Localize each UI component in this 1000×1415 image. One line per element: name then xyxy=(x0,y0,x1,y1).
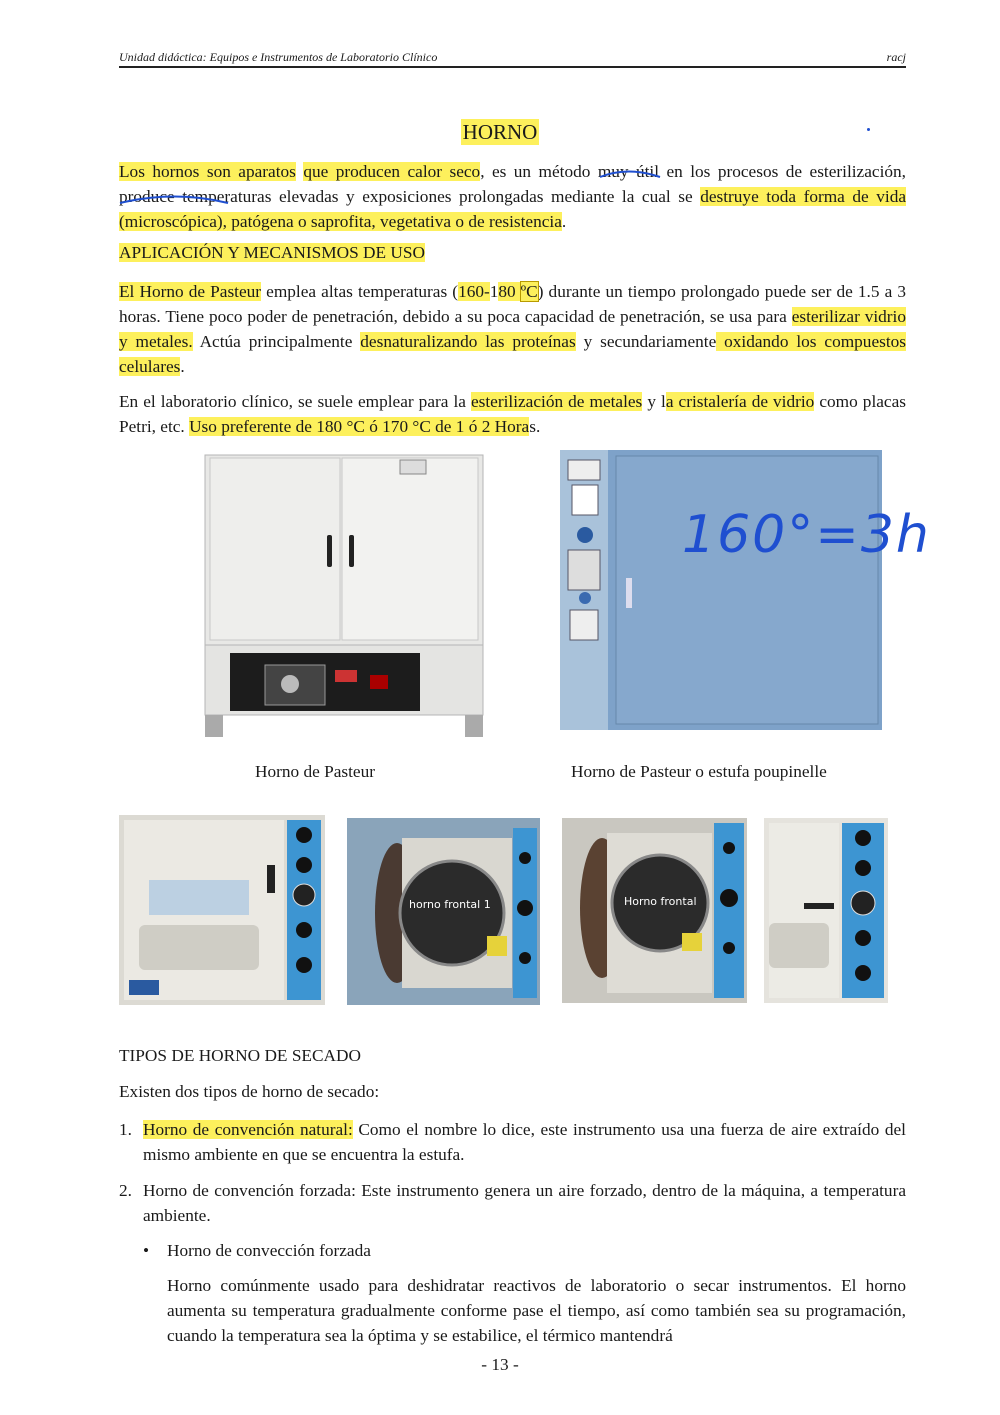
photo-autoclave-open-2 xyxy=(562,818,747,1003)
photo-label-horno-frontal-1: horno frontal 1 xyxy=(409,898,491,911)
lab-hl-2: a cristalería de vidrio xyxy=(665,392,815,411)
lab-paragraph xyxy=(119,389,906,439)
pasteur-paragraph xyxy=(119,279,906,379)
photo-autoclave-open-1 xyxy=(347,818,540,1005)
pasteur-hl-4: ºC xyxy=(520,282,538,301)
pasteur-hl-1: El Horno de Pasteur xyxy=(119,282,262,301)
bullet-title: Horno de convección forzada xyxy=(167,1241,371,1260)
header-title: Unidad didáctica: Equipos e Instrumentos de Laboratorio Clínico xyxy=(119,50,438,64)
pasteur-text-11: y secundariamente xyxy=(575,332,717,351)
caption-estufa-poupinelle: Horno de Pasteur o estufa poupinelle xyxy=(571,762,827,781)
intro-text-8: , produce temperaturas elevadas y exposiciones prolongadas mediante la cual se xyxy=(119,162,906,206)
list-number: 2. xyxy=(119,1181,132,1200)
handwritten-note: 160°=3h xyxy=(682,505,931,565)
lab-text-5: como placas Petri, etc. xyxy=(119,392,906,436)
pasteur-text-9: Actúa principalmente xyxy=(192,332,361,351)
list-item xyxy=(119,1178,906,1228)
page-number: - 13 - xyxy=(481,1355,519,1374)
photo-autoclave-closed-1 xyxy=(119,815,325,1005)
caption-horno-pasteur: Horno de Pasteur xyxy=(255,762,375,781)
header-author: racj xyxy=(886,50,906,64)
intro-underlined-metodo: método xyxy=(538,162,591,181)
list-item-text: Horno de convención forzada: Este instrumento genera un aire forzado, dentro de la máquina, a temperatura ambiente. xyxy=(143,1181,906,1225)
bullet-symbol: • xyxy=(143,1241,150,1260)
list-number: 1. xyxy=(119,1120,132,1139)
intro-text-4: , es un xyxy=(480,162,539,181)
intro-text-10: . xyxy=(561,212,567,231)
list-item-highlight: Horno de convención natural: xyxy=(143,1120,353,1139)
photo-label-horno-frontal: Horno frontal xyxy=(624,895,697,908)
pasteur-text-2: emplea altas temperaturas ( xyxy=(261,282,459,301)
heading-tipos: TIPOS DE HORNO DE SECADO xyxy=(119,1046,361,1065)
heading-aplicacion: APLICACIÓN Y MECANISMOS DE USO xyxy=(119,243,425,262)
lab-text-1: En el laboratorio clínico, se suele emplear para la xyxy=(119,392,471,411)
photo-autoclave-closed-2 xyxy=(764,818,888,1003)
intro-hl-1: Los hornos son aparatos xyxy=(119,162,296,181)
pasteur-hl-2: 160- xyxy=(458,282,490,301)
photo-estufa-poupinelle xyxy=(560,450,931,730)
section-title: HORNO xyxy=(462,120,538,144)
bullet-item xyxy=(143,1238,906,1263)
heading-aplicacion-wrap xyxy=(119,243,425,263)
pasteur-text-13: . xyxy=(180,357,185,376)
intro-text-6: muy útil en los procesos de xyxy=(590,162,810,181)
list-item-text: Como el nombre lo dice, este instrumento usa una fuerza de aire extraído del mismo ambiente en que se encuentra la estufa. xyxy=(143,1120,906,1164)
pasteur-text-7: ) durante un tiempo prolongado puede ser de 1.5 a 3 horas. Tiene poco poder de penetración, debido a su poca capacidad de penetración, se usa para xyxy=(119,282,907,326)
pasteur-text-4: 1 xyxy=(489,282,499,301)
pasteur-hl-5: esterilizar vidrio y metales. xyxy=(119,307,906,351)
tipos-intro: Existen dos tipos de horno de secado: xyxy=(119,1082,380,1101)
lab-text-7: s. xyxy=(529,417,541,436)
pen-underline-marks xyxy=(0,0,1000,260)
photo-horno-pasteur-white xyxy=(200,450,490,745)
pasteur-hl-6: desnaturalizando las proteínas xyxy=(360,332,576,351)
lab-hl-3: Uso preferente de 180 °C ó 170 °C de 1 ó 2 Hora xyxy=(189,417,530,436)
bullet-paragraph: Horno comúnmente usado para deshidratar reactivos de laboratorio o secar instrumentos. El horno aumenta su temperatura gradualmente conforme pase el tiempo, así como también sea su programación, cuando la temperatura sea la óptima y se estabilice, el térmico mantendrá xyxy=(167,1276,906,1345)
pasteur-hl-7: oxidando los compuestos celulares xyxy=(119,332,907,376)
lab-hl-1: esterilización de metales xyxy=(470,392,643,411)
lab-text-3: y l xyxy=(642,392,666,411)
intro-hl-3: destruye toda forma de vida (microscópica), patógena o saprofita, vegetativa o de resistencia xyxy=(119,187,907,231)
intro-hl-2: que producen calor seco xyxy=(303,162,481,181)
pasteur-hl-3: 80 xyxy=(498,282,521,301)
list-item xyxy=(119,1117,906,1167)
intro-underlined-esterilizacion: esterilización xyxy=(809,162,902,181)
